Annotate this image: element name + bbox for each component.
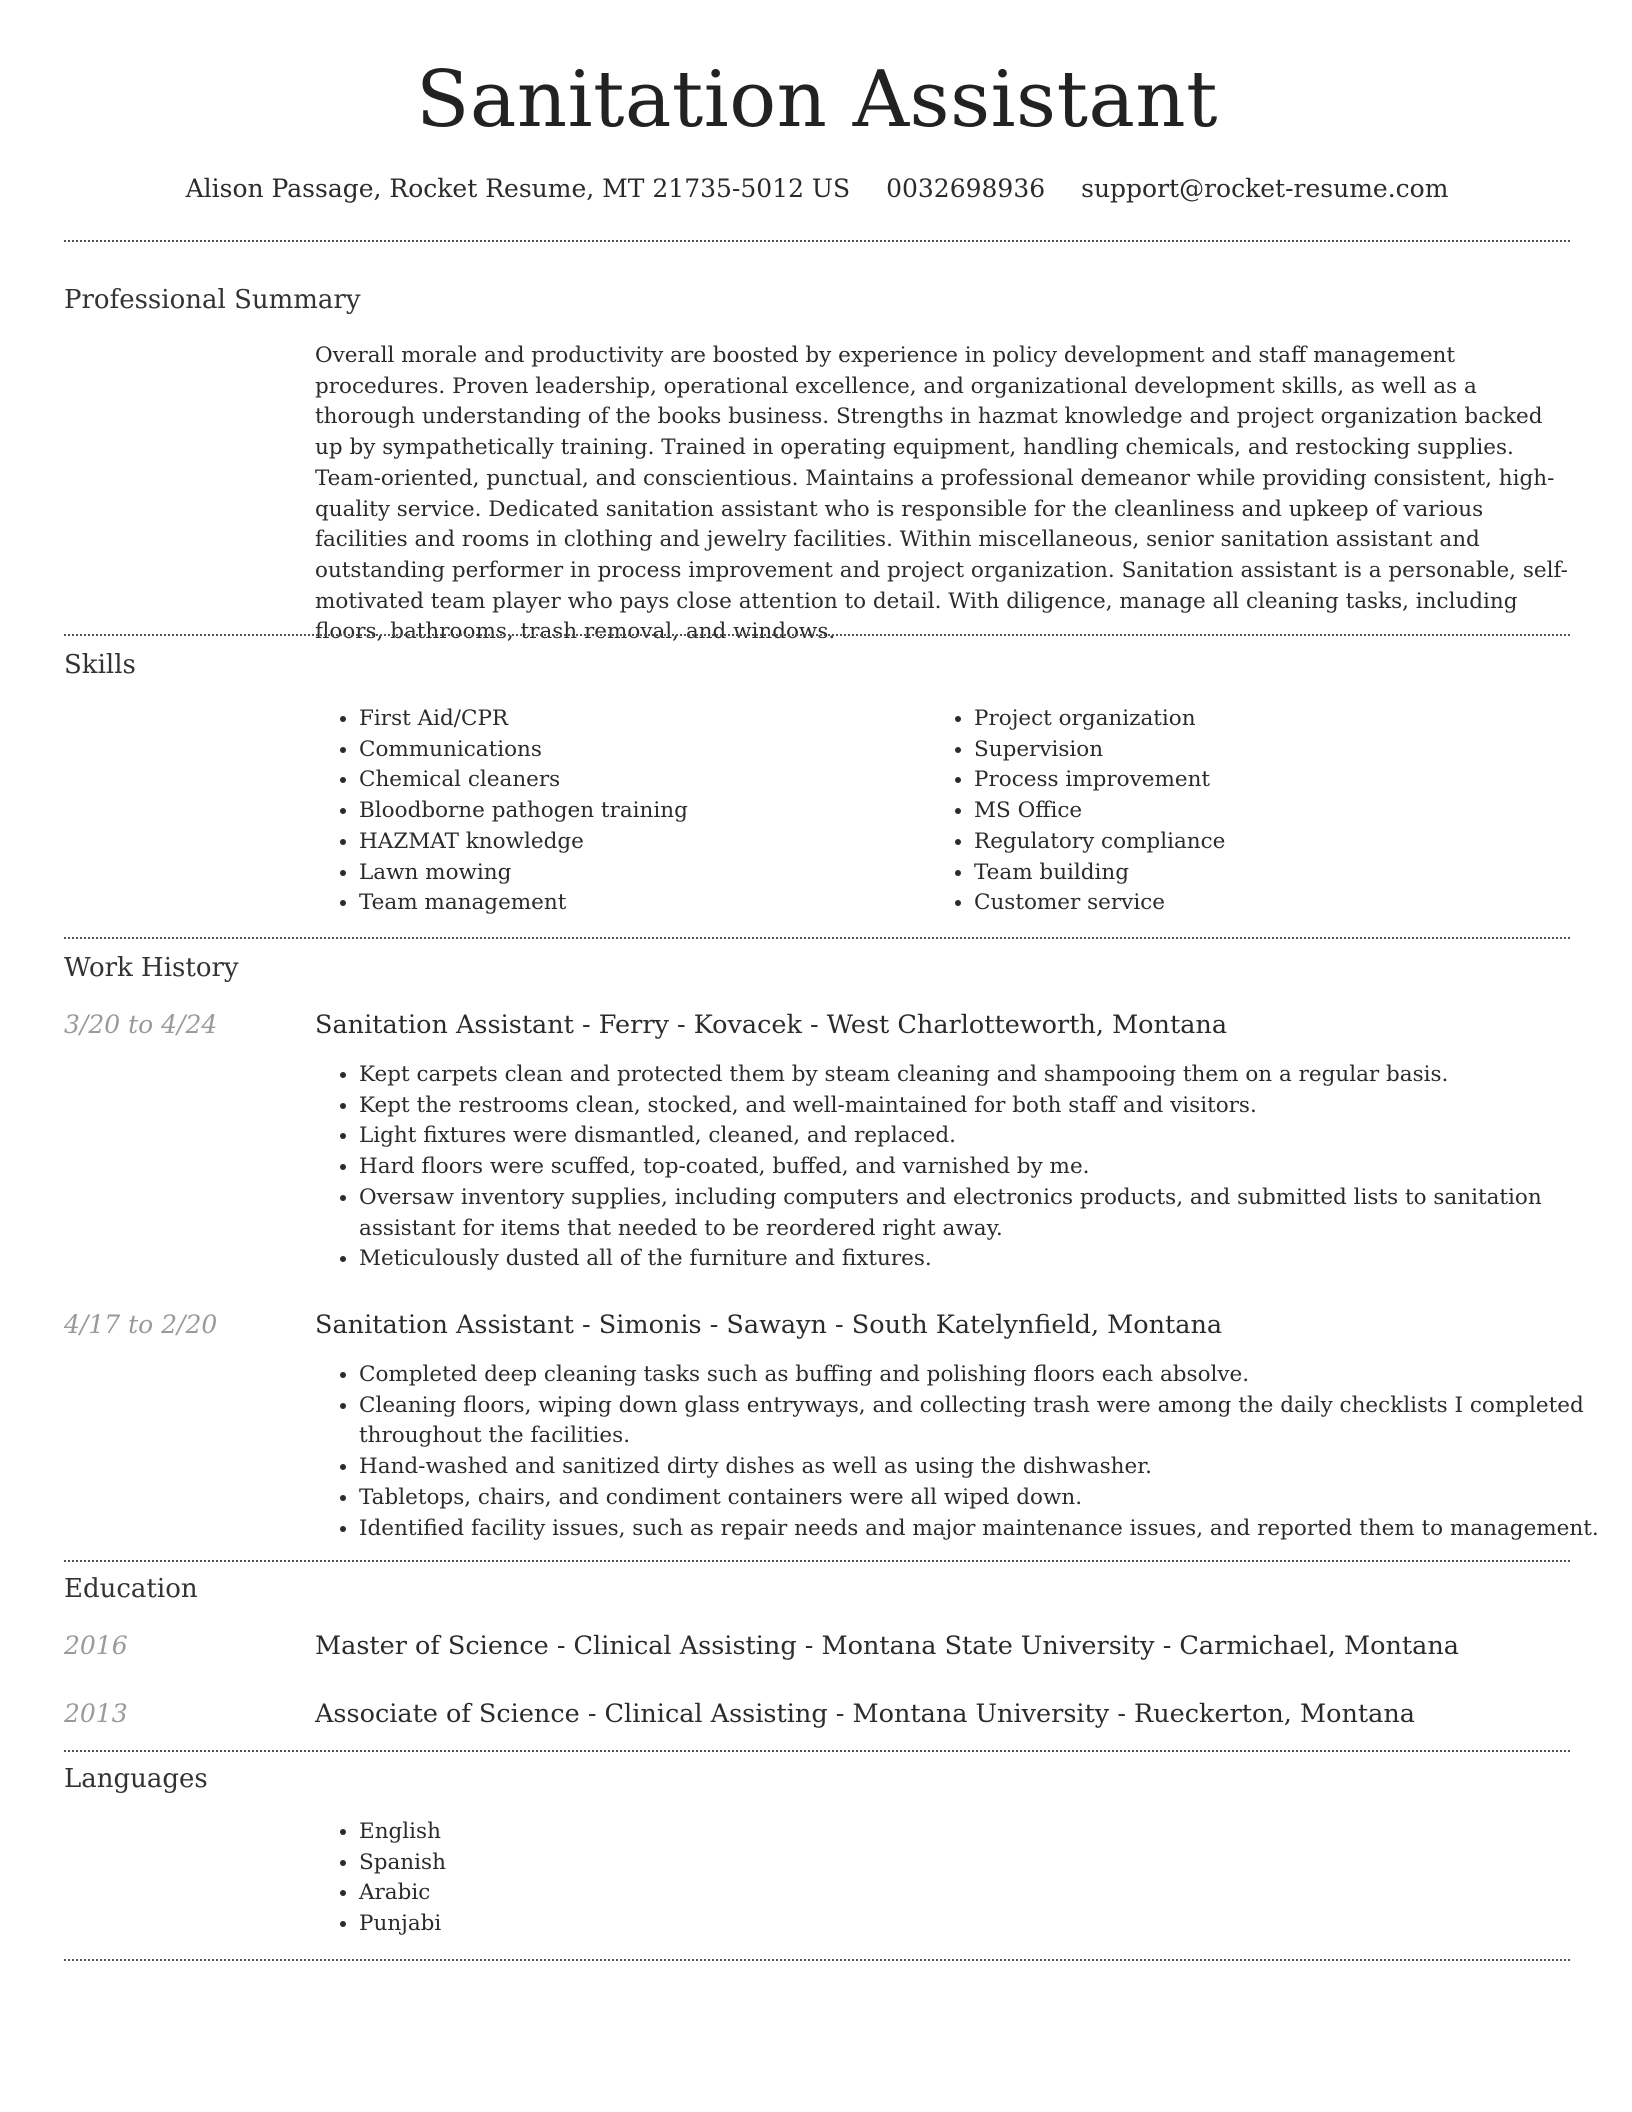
languages-list xyxy=(315,1817,959,1940)
skill-item: • Lawn mowing xyxy=(359,858,919,889)
section-divider xyxy=(64,240,1570,242)
skills-list-left xyxy=(315,704,919,919)
skill-item: • HAZMAT knowledge xyxy=(359,827,919,858)
contact-phone: 0032698936 xyxy=(886,174,1046,203)
resume-name: Sanitation Assistant xyxy=(415,55,1219,145)
language-item: • Punjabi xyxy=(359,1909,959,1940)
job-bullet: • Light fixtures were dismantled, cleaned, and replaced. xyxy=(359,1121,1614,1152)
education-year: 2016 xyxy=(64,1631,128,1660)
skills-title: Skills xyxy=(64,650,136,680)
skill-item: • Communications xyxy=(359,735,919,766)
education-year: 2013 xyxy=(64,1699,128,1728)
job-bullet: • Completed deep cleaning tasks such as buffing and polishing floors each absolve. xyxy=(359,1360,1614,1391)
section-divider xyxy=(64,634,1570,636)
summary-title: Professional Summary xyxy=(64,285,361,315)
education-title: Education xyxy=(64,1574,198,1604)
education-degree: Associate of Science - Clinical Assisting - Montana University - Rueckerton, Montana xyxy=(315,1699,1415,1729)
skill-item: • Supervision xyxy=(974,735,1574,766)
skill-item: • First Aid/CPR xyxy=(359,704,919,735)
job-bullet: • Hand-washed and sanitized dirty dishes as well as using the dishwasher. xyxy=(359,1452,1614,1483)
job-bullet: • Cleaning floors, wiping down glass entryways, and collecting trash were among the daily checklists I completed throughout the facilities. xyxy=(359,1391,1614,1452)
section-divider xyxy=(64,1750,1570,1752)
job-bullets xyxy=(315,1360,1614,1544)
section-divider xyxy=(64,1560,1570,1562)
job-bullet: • Oversaw inventory supplies, including computers and electronics products, and submitted lists to sanitation assistant for items that needed to be reordered right away. xyxy=(359,1183,1614,1244)
language-item: • Spanish xyxy=(359,1848,959,1879)
language-item: • Arabic xyxy=(359,1878,959,1909)
job-bullet: • Identified facility issues, such as repair needs and major maintenance issues, and reported them to management. xyxy=(359,1514,1614,1545)
section-divider xyxy=(64,937,1570,939)
skill-item: • Bloodborne pathogen training xyxy=(359,796,919,827)
job-bullet: • Tabletops, chairs, and condiment containers were all wiped down. xyxy=(359,1483,1614,1514)
job-dates: 3/20 to 4/24 xyxy=(64,1010,218,1039)
job-bullet: • Kept carpets clean and protected them by steam cleaning and shampooing them on a regular basis. xyxy=(359,1060,1614,1091)
contact-line xyxy=(64,172,1570,206)
education-degree: Master of Science - Clinical Assisting - Montana State University - Carmichael, Montana xyxy=(315,1631,1459,1661)
job-dates: 4/17 to 2/20 xyxy=(64,1310,218,1339)
languages-title: Languages xyxy=(64,1764,208,1794)
skill-item: • Regulatory compliance xyxy=(974,827,1574,858)
skill-item: • Team building xyxy=(974,858,1574,889)
skill-item: • Project organization xyxy=(974,704,1574,735)
job-bullet: • Hard floors were scuffed, top-coated, buffed, and varnished by me. xyxy=(359,1152,1614,1183)
work-title: Work History xyxy=(64,953,239,983)
job-heading: Sanitation Assistant - Ferry - Kovacek - West Charlotteworth, Montana xyxy=(315,1010,1228,1040)
job-bullet: • Meticulously dusted all of the furniture and fixtures. xyxy=(359,1244,1614,1275)
skill-item: • Team management xyxy=(359,888,919,919)
section-divider xyxy=(64,1959,1570,1961)
skill-item: • Process improvement xyxy=(974,765,1574,796)
language-item: • English xyxy=(359,1817,959,1848)
summary-text: Overall morale and productivity are boosted by experience in policy development and staff management procedures. Proven leadership, operational excellence, and organizational development skills, as well as a thorough understanding of the books business. Strengths in hazmat knowledge and project organization backed up by sympathetically training. Trained in operating equipment, handling chemicals, and restocking supplies. Team-oriented, punctual, and conscientious. Maintains a professional demeanor while providing consistent, high-quality service. Dedicated sanitation assistant who is responsible for the cleanliness and upkeep of various facilities and rooms in clothing and jewelry facilities. Within miscellaneous, senior sanitation assistant and outstanding performer in process improvement and project organization. Sanitation assistant is a personable, self-motivated team player who pays close attention to detail. With diligence, manage all cleaning tasks, including floors, bathrooms, trash removal, and windows. xyxy=(315,343,1568,645)
skills-list-right xyxy=(930,704,1574,919)
skill-item: • Customer service xyxy=(974,888,1574,919)
job-bullet: • Kept the restrooms clean, stocked, and well-maintained for both staff and visitors. xyxy=(359,1091,1614,1122)
job-heading: Sanitation Assistant - Simonis - Sawayn - South Katelynfield, Montana xyxy=(315,1310,1223,1340)
contact-address: Alison Passage, Rocket Resume, MT 21735-5012 US xyxy=(185,174,851,203)
skill-item: • MS Office xyxy=(974,796,1574,827)
resume-page xyxy=(64,0,1599,2112)
job-bullets xyxy=(315,1060,1614,1275)
skill-item: • Chemical cleaners xyxy=(359,765,919,796)
contact-email: support@rocket-resume.com xyxy=(1081,174,1449,203)
